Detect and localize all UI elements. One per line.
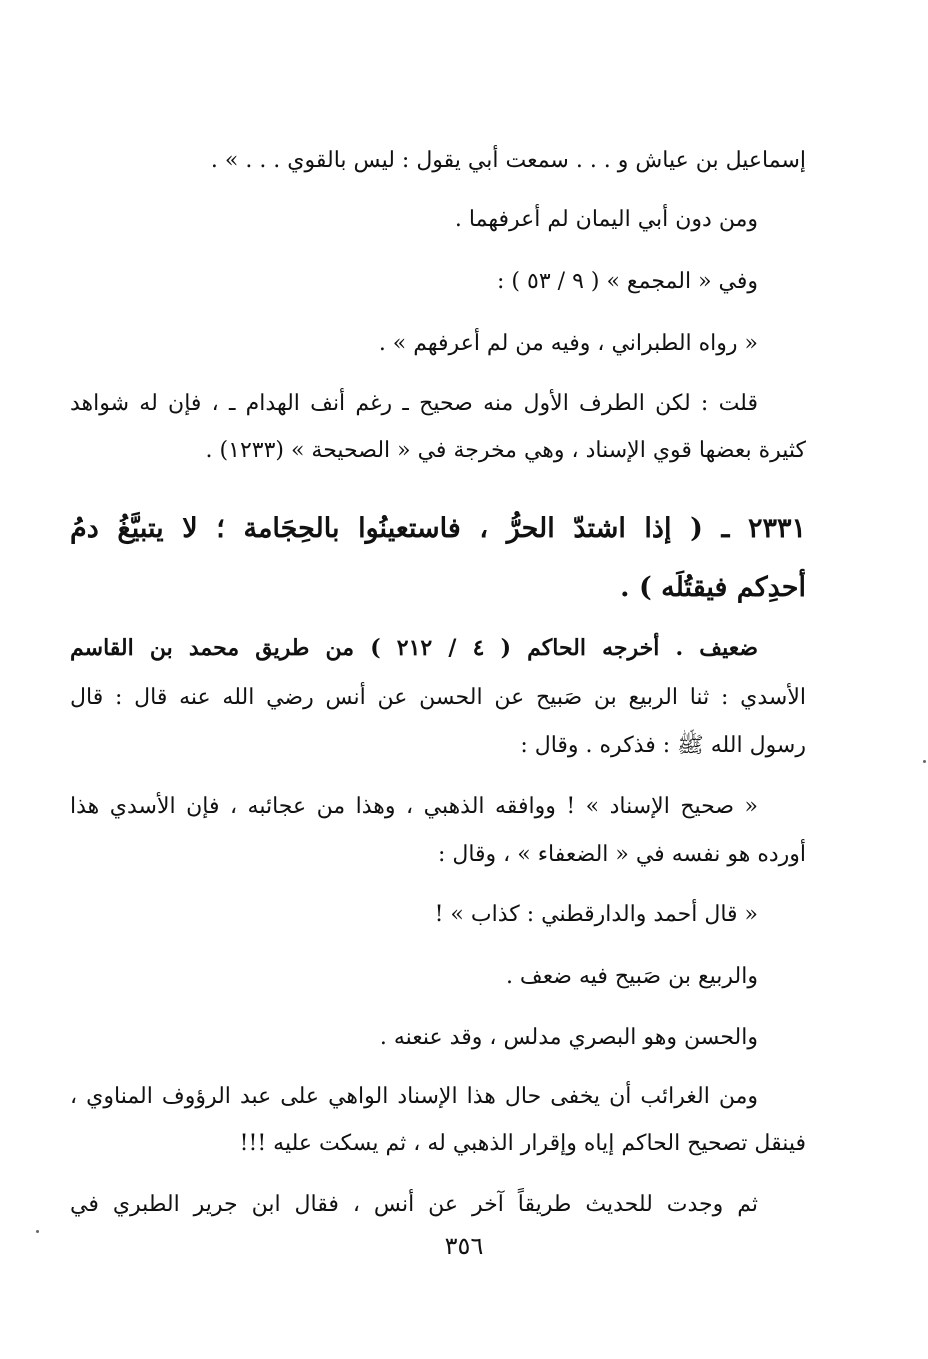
body-line-4: « صحيح الإسناد » ! ووافقه الذهبي ، وهذا من عجائبه ، فإن الأسدي هذا (70, 794, 758, 819)
body-line-1: ضعيف . أخرجه الحاكم ( ٤ / ٢١٢ ) من طريق محمد بن القاسم (70, 635, 759, 661)
body-line-11: ثم وجدت للحديث طريقاً آخر عن أنس ، فقال ابن جرير الطبري في (70, 1192, 758, 1217)
body-line-9: ومن الغرائب أن يخفى حال هذا الإسناد الواهي على عبد الرؤوف المناوي ، (70, 1084, 758, 1109)
text-line-2: ومن دون أبي اليمان لم أعرفهما . (454, 207, 758, 232)
text-line-3: وفي « المجمع » ( ٩ / ٥٣ ) : (497, 269, 758, 294)
quote-line: « رواه الطبراني ، وفيه من لم أعرفهم » . (378, 331, 758, 356)
text-line-6: كثيرة بعضها قوي الإسناد ، وهي مخرجة في « الصحيحة » (١٢٣٣) . (205, 438, 806, 463)
scan-speck (923, 760, 926, 763)
body-line-10: فينقل تصحيح الحاكم إياه وإقرار الذهبي له ، ثم يسكت عليه !!! (239, 1131, 806, 1156)
body-line-2: الأسدي : ثنا الربيع بن صَبيح عن الحسن عن أنس رضي الله عنه قال : قال (70, 685, 806, 710)
body-line-5: أورده هو نفسه في « الضعفاء » ، وقال : (437, 842, 806, 867)
text-line-1: إسماعيل بن عياش و . . . سمعت أبي يقول : ليس بالقوي . . . » . (210, 148, 806, 173)
hadith-heading-line-1: ٢٣٣١ ـ ( إذا اشتدّ الحرُّ ، فاستعينُوا بالحِجَامة ؛ لا يتبيَّغُ دمُ (70, 513, 806, 544)
body-line-6: « قال أحمد والدارقطني : كذاب » ! (434, 902, 758, 927)
scan-speck (36, 1230, 39, 1233)
body-line-3: رسول الله ﷺ : فذكره . وقال : (520, 733, 806, 758)
body-line-8: والحسن وهو البصري مدلس ، وقد عنعنه . (379, 1025, 758, 1050)
page-number: ٣٥٦ (444, 1232, 484, 1260)
text-line-5: قلت : لكن الطرف الأول منه صحيح ـ رغم أنف الهدام ـ ، فإن له شواهد (70, 391, 758, 416)
hadith-heading-line-2: أحدِكم فيقتُلَه ) . (620, 572, 806, 603)
body-line-7: والربيع بن صَبيح فيه ضعف . (505, 964, 758, 989)
